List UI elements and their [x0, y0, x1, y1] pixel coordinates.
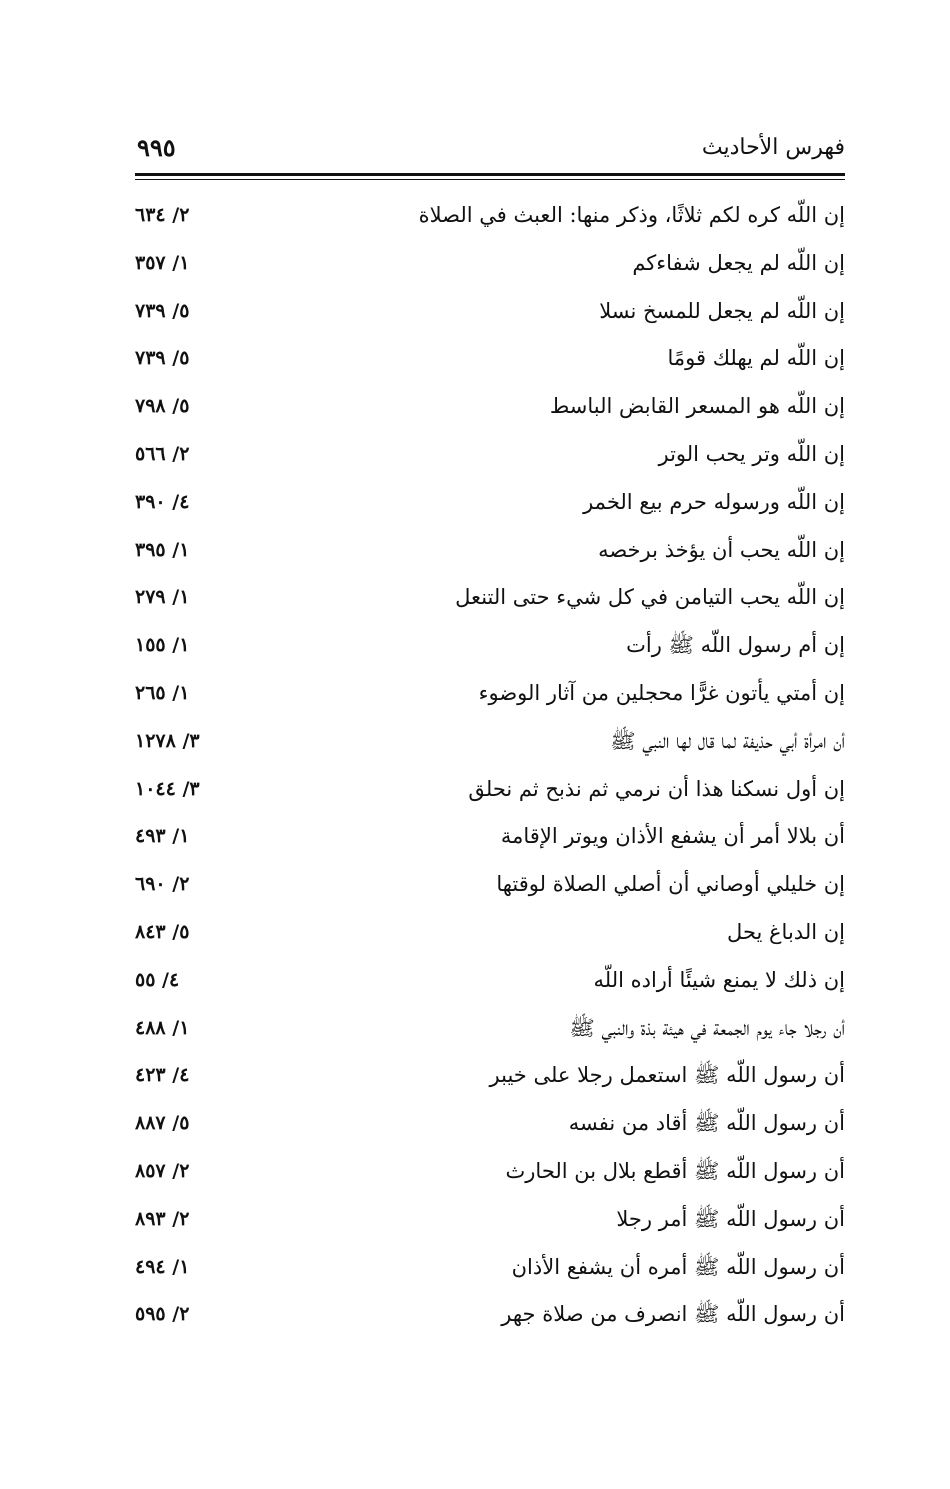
volume-page-ref: ٥/ ٨٤٣ — [135, 920, 190, 943]
index-entry — [135, 1008, 845, 1056]
index-entry — [135, 912, 845, 960]
volume-page-ref: ٤/ ٤٢٣ — [135, 1064, 190, 1087]
index-entry — [135, 1151, 845, 1199]
index-entry — [135, 1247, 845, 1295]
volume-page-ref: ٤/ ٣٩٠ — [135, 490, 190, 513]
volume-page-ref: ١/ ٤٨٨ — [135, 1016, 190, 1039]
index-entry — [135, 721, 845, 769]
header-rule-thin — [135, 179, 845, 180]
hadith-text: إن اللّه لم يجعل شفاءكم — [632, 250, 845, 275]
index-entry — [135, 434, 845, 482]
hadith-text: إن اللّه يحب التيامن في كل شيء حتى التنعل — [455, 585, 845, 610]
hadith-text: أن امرأة أبي حذيفة لما قال لها النبي ﷺ — [610, 728, 845, 753]
index-entry — [135, 243, 845, 291]
volume-page-ref: ٢/ ٥٩٥ — [135, 1303, 190, 1326]
volume-page-ref: ٢/ ٨٥٧ — [135, 1159, 190, 1182]
volume-page-ref: ١/ ١٥٥ — [135, 634, 190, 657]
index-entry — [135, 673, 845, 721]
index-entry — [135, 577, 845, 625]
index-entry — [135, 1294, 845, 1342]
index-entry — [135, 769, 845, 817]
volume-page-ref: ٣/ ١٢٧٨ — [135, 729, 200, 752]
volume-page-ref: ١/ ٣٥٧ — [135, 251, 190, 274]
hadith-text: أن بلالا أمر أن يشفع الأذان ويوتر الإقامة — [500, 824, 845, 849]
hadith-text: إن اللّه وتر يحب الوتر — [658, 441, 845, 466]
index-entry — [135, 960, 845, 1008]
hadith-text: إن أم رسول اللّه ﷺ رأت — [626, 633, 845, 658]
hadith-index-list — [135, 195, 845, 1342]
volume-page-ref: ٥/ ٧٣٩ — [135, 299, 190, 322]
index-entry — [135, 1199, 845, 1247]
volume-page-ref: ١/ ٢٧٩ — [135, 586, 190, 609]
volume-page-ref: ٥/ ٧٣٩ — [135, 347, 190, 370]
index-entry — [135, 482, 845, 530]
volume-page-ref: ٥/ ٧٩٨ — [135, 395, 190, 418]
running-header — [135, 128, 845, 168]
hadith-text: إن أول نسكنا هذا أن نرمي ثم نذبح ثم نحلق — [468, 776, 845, 801]
hadith-text: إن اللّه لم يهلك قومًا — [667, 346, 845, 371]
header-rule-thick — [135, 173, 845, 176]
hadith-text: إن الدباغ يحل — [727, 919, 845, 944]
hadith-text: أن رسول اللّه ﷺ انصرف من صلاة جهر — [501, 1302, 845, 1327]
index-entry — [135, 625, 845, 673]
page-number: ٩٩٥ — [137, 133, 176, 162]
hadith-text: أن رسول اللّه ﷺ أقاد من نفسه — [568, 1111, 845, 1136]
volume-page-ref: ١/ ٣٩٥ — [135, 538, 190, 561]
volume-page-ref: ٢/ ٨٩٣ — [135, 1207, 190, 1230]
index-entry — [135, 338, 845, 386]
hadith-text: إن خليلي أوصاني أن أصلي الصلاة لوقتها — [496, 872, 845, 897]
page-title: فهرس الأحاديث — [701, 135, 845, 160]
hadith-text: إن اللّه ورسوله حرم بيع الخمر — [583, 489, 845, 514]
hadith-text: إن اللّه لم يجعل للمسخ نسلا — [599, 298, 845, 323]
volume-page-ref: ٣/ ١٠٤٤ — [135, 777, 200, 800]
index-entry — [135, 816, 845, 864]
volume-page-ref: ١/ ٤٩٤ — [135, 1255, 190, 1278]
index-entry — [135, 291, 845, 339]
volume-page-ref: ٥/ ٨٨٧ — [135, 1112, 190, 1135]
volume-page-ref: ١/ ٢٦٥ — [135, 681, 190, 704]
hadith-text: أن رسول اللّه ﷺ أمره أن يشفع الأذان — [511, 1254, 845, 1279]
hadith-text: أن رسول اللّه ﷺ أمر رجلا — [616, 1206, 845, 1231]
index-entry — [135, 1103, 845, 1151]
index-entry — [135, 1055, 845, 1103]
hadith-text: إن اللّه كره لكم ثلاثًا، وذكر منها: العبث في الصلاة — [418, 203, 845, 227]
index-entry — [135, 530, 845, 578]
hadith-text: إن اللّه يحب أن يؤخذ برخصه — [598, 537, 845, 562]
index-entry — [135, 864, 845, 912]
volume-page-ref: ٢/ ٦٣٤ — [135, 204, 190, 226]
hadith-text: إن أمتي يأتون غرًّا محجلين من آثار الوضوء — [478, 680, 845, 705]
hadith-text: أن رسول اللّه ﷺ أقطع بلال بن الحارث — [505, 1158, 845, 1183]
hadith-text: أن رجلا جاء يوم الجمعة في هيئة بذة والنبي ﷺ — [569, 1015, 845, 1040]
volume-page-ref: ٤/ ٥٥ — [135, 968, 180, 991]
volume-page-ref: ١/ ٤٩٣ — [135, 825, 190, 848]
index-entry — [135, 195, 845, 243]
volume-page-ref: ٢/ ٥٦٦ — [135, 442, 190, 465]
hadith-text: إن اللّه هو المسعر القابض الباسط — [549, 394, 845, 419]
index-entry — [135, 386, 845, 434]
hadith-text: أن رسول اللّه ﷺ استعمل رجلا على خيبر — [489, 1063, 845, 1088]
hadith-text: إن ذلك لا يمنع شيئًا أراده اللّه — [593, 967, 845, 992]
volume-page-ref: ٢/ ٦٩٠ — [135, 873, 190, 896]
